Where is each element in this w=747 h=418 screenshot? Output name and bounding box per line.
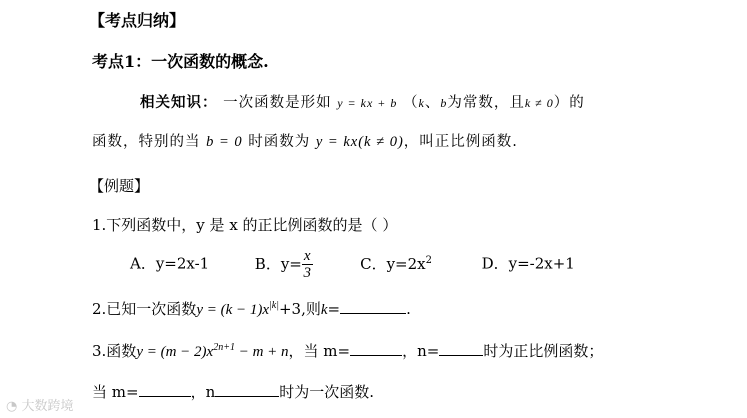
var-b: b bbox=[440, 96, 448, 110]
knowledge-text-a: 一次函数是形如 bbox=[223, 95, 332, 111]
answer-blank-k[interactable] bbox=[340, 299, 406, 314]
question-2-suffix: +3,则 bbox=[278, 300, 321, 318]
knowledge-text-g: ，叫正比例函数. bbox=[403, 134, 518, 150]
knowledge-text-d: ）的 bbox=[553, 95, 585, 111]
question-2-exponent: |k| bbox=[269, 300, 279, 311]
knowledge-text-c: 为常数，且 bbox=[447, 95, 525, 111]
question-3-t2: ，n= bbox=[402, 342, 440, 360]
question-3-t1: ，当 m= bbox=[288, 342, 351, 360]
question-3-t3: 时为正比例函数； bbox=[483, 342, 604, 360]
answer-blank-n-1[interactable] bbox=[439, 341, 483, 356]
option-b bbox=[254, 248, 318, 281]
watermark-text: 大数跨境 bbox=[21, 399, 74, 414]
fraction bbox=[302, 248, 313, 281]
question-3-line-1 bbox=[92, 340, 603, 361]
answer-blank-m-1[interactable] bbox=[350, 341, 402, 356]
section-heading: 【考点归纳】 bbox=[89, 11, 186, 30]
option-c-prefix: C．y=2x bbox=[360, 254, 426, 273]
point-title: 考点1：一次函数的概念. bbox=[92, 52, 269, 71]
option-c bbox=[360, 255, 432, 273]
watermark-icon: ◔ bbox=[6, 399, 18, 414]
question-3-formula-tail: − m + n bbox=[234, 344, 289, 360]
question-3-exponent: 2n+1 bbox=[213, 342, 235, 353]
condition-b: b = 0 bbox=[206, 134, 243, 150]
question-2-var: k bbox=[320, 302, 328, 318]
option-b-prefix: B．y= bbox=[254, 254, 302, 273]
watermark-logo bbox=[6, 395, 74, 414]
fraction-denominator: 3 bbox=[303, 265, 311, 281]
formula-proportional: y = kx(k ≠ 0) bbox=[315, 134, 404, 150]
knowledge-text-f: 时函数为 bbox=[248, 134, 311, 150]
question-1-options bbox=[130, 248, 575, 288]
examples-heading: 【例题】 bbox=[89, 177, 150, 195]
question-3-formula: y = (m − 2)x bbox=[136, 344, 214, 360]
knowledge-line-1 bbox=[140, 91, 585, 112]
question-3-prefix: 3.函数 bbox=[92, 342, 137, 360]
knowledge-text-e: 函数，特别的当 bbox=[92, 134, 201, 150]
option-a: A．y=2x-1 bbox=[130, 254, 210, 273]
question-2-formula: y = (k − 1)x bbox=[196, 302, 270, 318]
answer-blank-m-2[interactable] bbox=[139, 382, 191, 397]
knowledge-line-2 bbox=[92, 130, 518, 151]
question-3-t5: ，n bbox=[190, 383, 216, 401]
var-k: k bbox=[418, 96, 425, 110]
question-3-line-2 bbox=[92, 381, 374, 402]
answer-blank-n-2[interactable] bbox=[215, 382, 279, 397]
knowledge-label: 相关知识： bbox=[140, 94, 218, 111]
question-2 bbox=[92, 298, 411, 319]
fraction-numerator: x bbox=[303, 248, 311, 264]
question-2-eq: = bbox=[327, 300, 341, 318]
condition-k: k ≠ 0 bbox=[524, 96, 554, 110]
question-2-prefix: 2.已知一次函数 bbox=[92, 300, 197, 318]
option-c-exponent: 2 bbox=[425, 254, 433, 266]
question-3-t6: 时为一次函数. bbox=[279, 383, 375, 401]
knowledge-text-b: （ bbox=[403, 95, 419, 111]
knowledge-sep: 、 bbox=[424, 95, 441, 111]
option-d: D．y=-2x+1 bbox=[481, 254, 575, 273]
formula-linear: y = kx + b bbox=[337, 96, 398, 110]
question-3-t4: 当 m= bbox=[92, 383, 139, 401]
question-1-stem: 1.下列函数中，y 是 x 的正比例函数的是（ ） bbox=[92, 216, 398, 234]
question-2-end: . bbox=[406, 300, 411, 318]
